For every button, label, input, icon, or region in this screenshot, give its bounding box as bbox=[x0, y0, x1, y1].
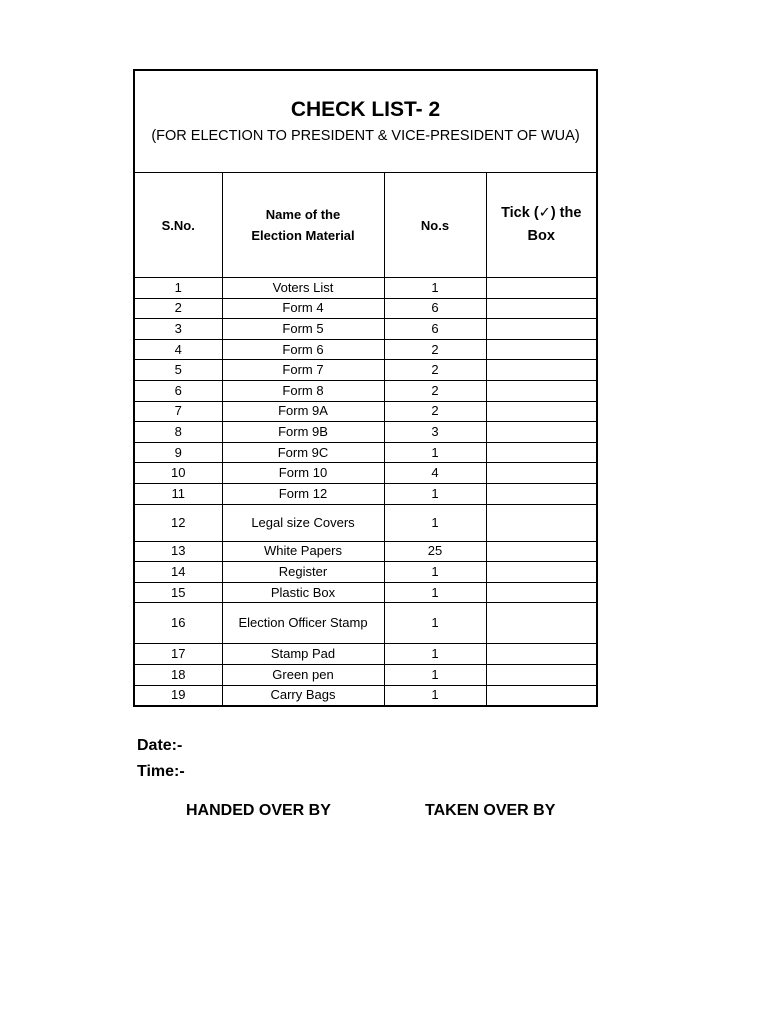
cell-sno: 16 bbox=[135, 603, 222, 644]
cell-nos: 2 bbox=[384, 339, 486, 360]
page-subtitle: (FOR ELECTION TO PRESIDENT & VICE-PRESIDENT OF WUA) bbox=[151, 128, 580, 144]
table-row bbox=[135, 319, 596, 340]
checklist-sheet bbox=[133, 69, 598, 707]
cell-tick-box[interactable] bbox=[486, 319, 596, 340]
cell-sno: 4 bbox=[135, 339, 222, 360]
cell-nos: 1 bbox=[384, 603, 486, 644]
cell-tick-box[interactable] bbox=[486, 582, 596, 603]
table-row bbox=[135, 541, 596, 562]
table-row bbox=[135, 463, 596, 484]
cell-nos: 25 bbox=[384, 541, 486, 562]
cell-nos: 6 bbox=[384, 298, 486, 319]
cell-material-name: Election Officer Stamp bbox=[222, 603, 384, 644]
taken-over-label: TAKEN OVER BY bbox=[425, 802, 556, 819]
cell-tick-box[interactable] bbox=[486, 422, 596, 443]
table-row bbox=[135, 603, 596, 644]
cell-nos: 3 bbox=[384, 422, 486, 443]
cell-material-name: Form 9C bbox=[222, 442, 384, 463]
cell-material-name: White Papers bbox=[222, 541, 384, 562]
cell-tick-box[interactable] bbox=[486, 401, 596, 422]
cell-sno: 5 bbox=[135, 360, 222, 381]
cell-material-name: Form 12 bbox=[222, 483, 384, 504]
cell-material-name: Stamp Pad bbox=[222, 644, 384, 665]
date-label: Date:- bbox=[137, 737, 183, 754]
cell-tick-box[interactable] bbox=[486, 664, 596, 685]
cell-nos: 1 bbox=[384, 504, 486, 541]
cell-tick-box[interactable] bbox=[486, 463, 596, 484]
cell-sno: 13 bbox=[135, 541, 222, 562]
cell-tick-box[interactable] bbox=[486, 483, 596, 504]
cell-sno: 19 bbox=[135, 685, 222, 705]
cell-material-name: Form 6 bbox=[222, 339, 384, 360]
table-header-row bbox=[135, 173, 596, 278]
cell-nos: 1 bbox=[384, 483, 486, 504]
cell-nos: 1 bbox=[384, 562, 486, 583]
cell-tick-box[interactable] bbox=[486, 504, 596, 541]
cell-tick-box[interactable] bbox=[486, 298, 596, 319]
cell-nos: 2 bbox=[384, 360, 486, 381]
cell-tick-box[interactable] bbox=[486, 360, 596, 381]
cell-material-name: Form 9A bbox=[222, 401, 384, 422]
table-row bbox=[135, 360, 596, 381]
cell-tick-box[interactable] bbox=[486, 278, 596, 299]
cell-material-name: Plastic Box bbox=[222, 582, 384, 603]
checklist-table bbox=[135, 173, 596, 705]
cell-nos: 1 bbox=[384, 278, 486, 299]
cell-sno: 10 bbox=[135, 463, 222, 484]
header-nos: No.s bbox=[384, 173, 486, 278]
cell-sno: 15 bbox=[135, 582, 222, 603]
table-row bbox=[135, 339, 596, 360]
cell-tick-box[interactable] bbox=[486, 442, 596, 463]
table-row bbox=[135, 298, 596, 319]
table-row bbox=[135, 504, 596, 541]
cell-nos: 1 bbox=[384, 582, 486, 603]
cell-material-name: Register bbox=[222, 562, 384, 583]
cell-tick-box[interactable] bbox=[486, 562, 596, 583]
table-row bbox=[135, 685, 596, 705]
cell-nos: 6 bbox=[384, 319, 486, 340]
cell-sno: 11 bbox=[135, 483, 222, 504]
cell-nos: 1 bbox=[384, 442, 486, 463]
cell-material-name: Form 7 bbox=[222, 360, 384, 381]
cell-material-name: Form 4 bbox=[222, 298, 384, 319]
cell-material-name: Voters List bbox=[222, 278, 384, 299]
cell-nos: 2 bbox=[384, 401, 486, 422]
table-row bbox=[135, 664, 596, 685]
cell-nos: 4 bbox=[384, 463, 486, 484]
table-row bbox=[135, 582, 596, 603]
table-row bbox=[135, 401, 596, 422]
cell-sno: 7 bbox=[135, 401, 222, 422]
cell-tick-box[interactable] bbox=[486, 644, 596, 665]
header-material-name: Name of the Election Material bbox=[222, 173, 384, 278]
table-row bbox=[135, 422, 596, 443]
cell-material-name: Carry Bags bbox=[222, 685, 384, 705]
cell-nos: 1 bbox=[384, 644, 486, 665]
checklist-rows bbox=[135, 278, 596, 706]
cell-sno: 6 bbox=[135, 380, 222, 401]
cell-material-name: Legal size Covers bbox=[222, 504, 384, 541]
cell-tick-box[interactable] bbox=[486, 603, 596, 644]
cell-material-name: Green pen bbox=[222, 664, 384, 685]
cell-tick-box[interactable] bbox=[486, 541, 596, 562]
cell-material-name: Form 10 bbox=[222, 463, 384, 484]
cell-tick-box[interactable] bbox=[486, 685, 596, 705]
cell-material-name: Form 5 bbox=[222, 319, 384, 340]
table-row bbox=[135, 644, 596, 665]
cell-nos: 1 bbox=[384, 664, 486, 685]
table-row bbox=[135, 278, 596, 299]
cell-material-name: Form 9B bbox=[222, 422, 384, 443]
cell-tick-box[interactable] bbox=[486, 380, 596, 401]
table-row bbox=[135, 483, 596, 504]
cell-material-name: Form 8 bbox=[222, 380, 384, 401]
cell-sno: 14 bbox=[135, 562, 222, 583]
cell-nos: 2 bbox=[384, 380, 486, 401]
cell-sno: 12 bbox=[135, 504, 222, 541]
cell-sno: 9 bbox=[135, 442, 222, 463]
cell-sno: 1 bbox=[135, 278, 222, 299]
time-label: Time:- bbox=[137, 763, 185, 780]
cell-sno: 8 bbox=[135, 422, 222, 443]
page-title: CHECK LIST- 2 bbox=[290, 98, 441, 121]
cell-sno: 3 bbox=[135, 319, 222, 340]
table-row bbox=[135, 562, 596, 583]
cell-nos: 1 bbox=[384, 685, 486, 705]
handed-over-label: HANDED OVER BY bbox=[186, 802, 331, 819]
table-row bbox=[135, 442, 596, 463]
cell-sno: 18 bbox=[135, 664, 222, 685]
cell-sno: 17 bbox=[135, 644, 222, 665]
title-block bbox=[135, 71, 596, 173]
cell-sno: 2 bbox=[135, 298, 222, 319]
table-row bbox=[135, 380, 596, 401]
cell-tick-box[interactable] bbox=[486, 339, 596, 360]
header-sno: S.No. bbox=[135, 173, 222, 278]
header-tick-box: Tick (✓) the Box bbox=[486, 173, 596, 278]
